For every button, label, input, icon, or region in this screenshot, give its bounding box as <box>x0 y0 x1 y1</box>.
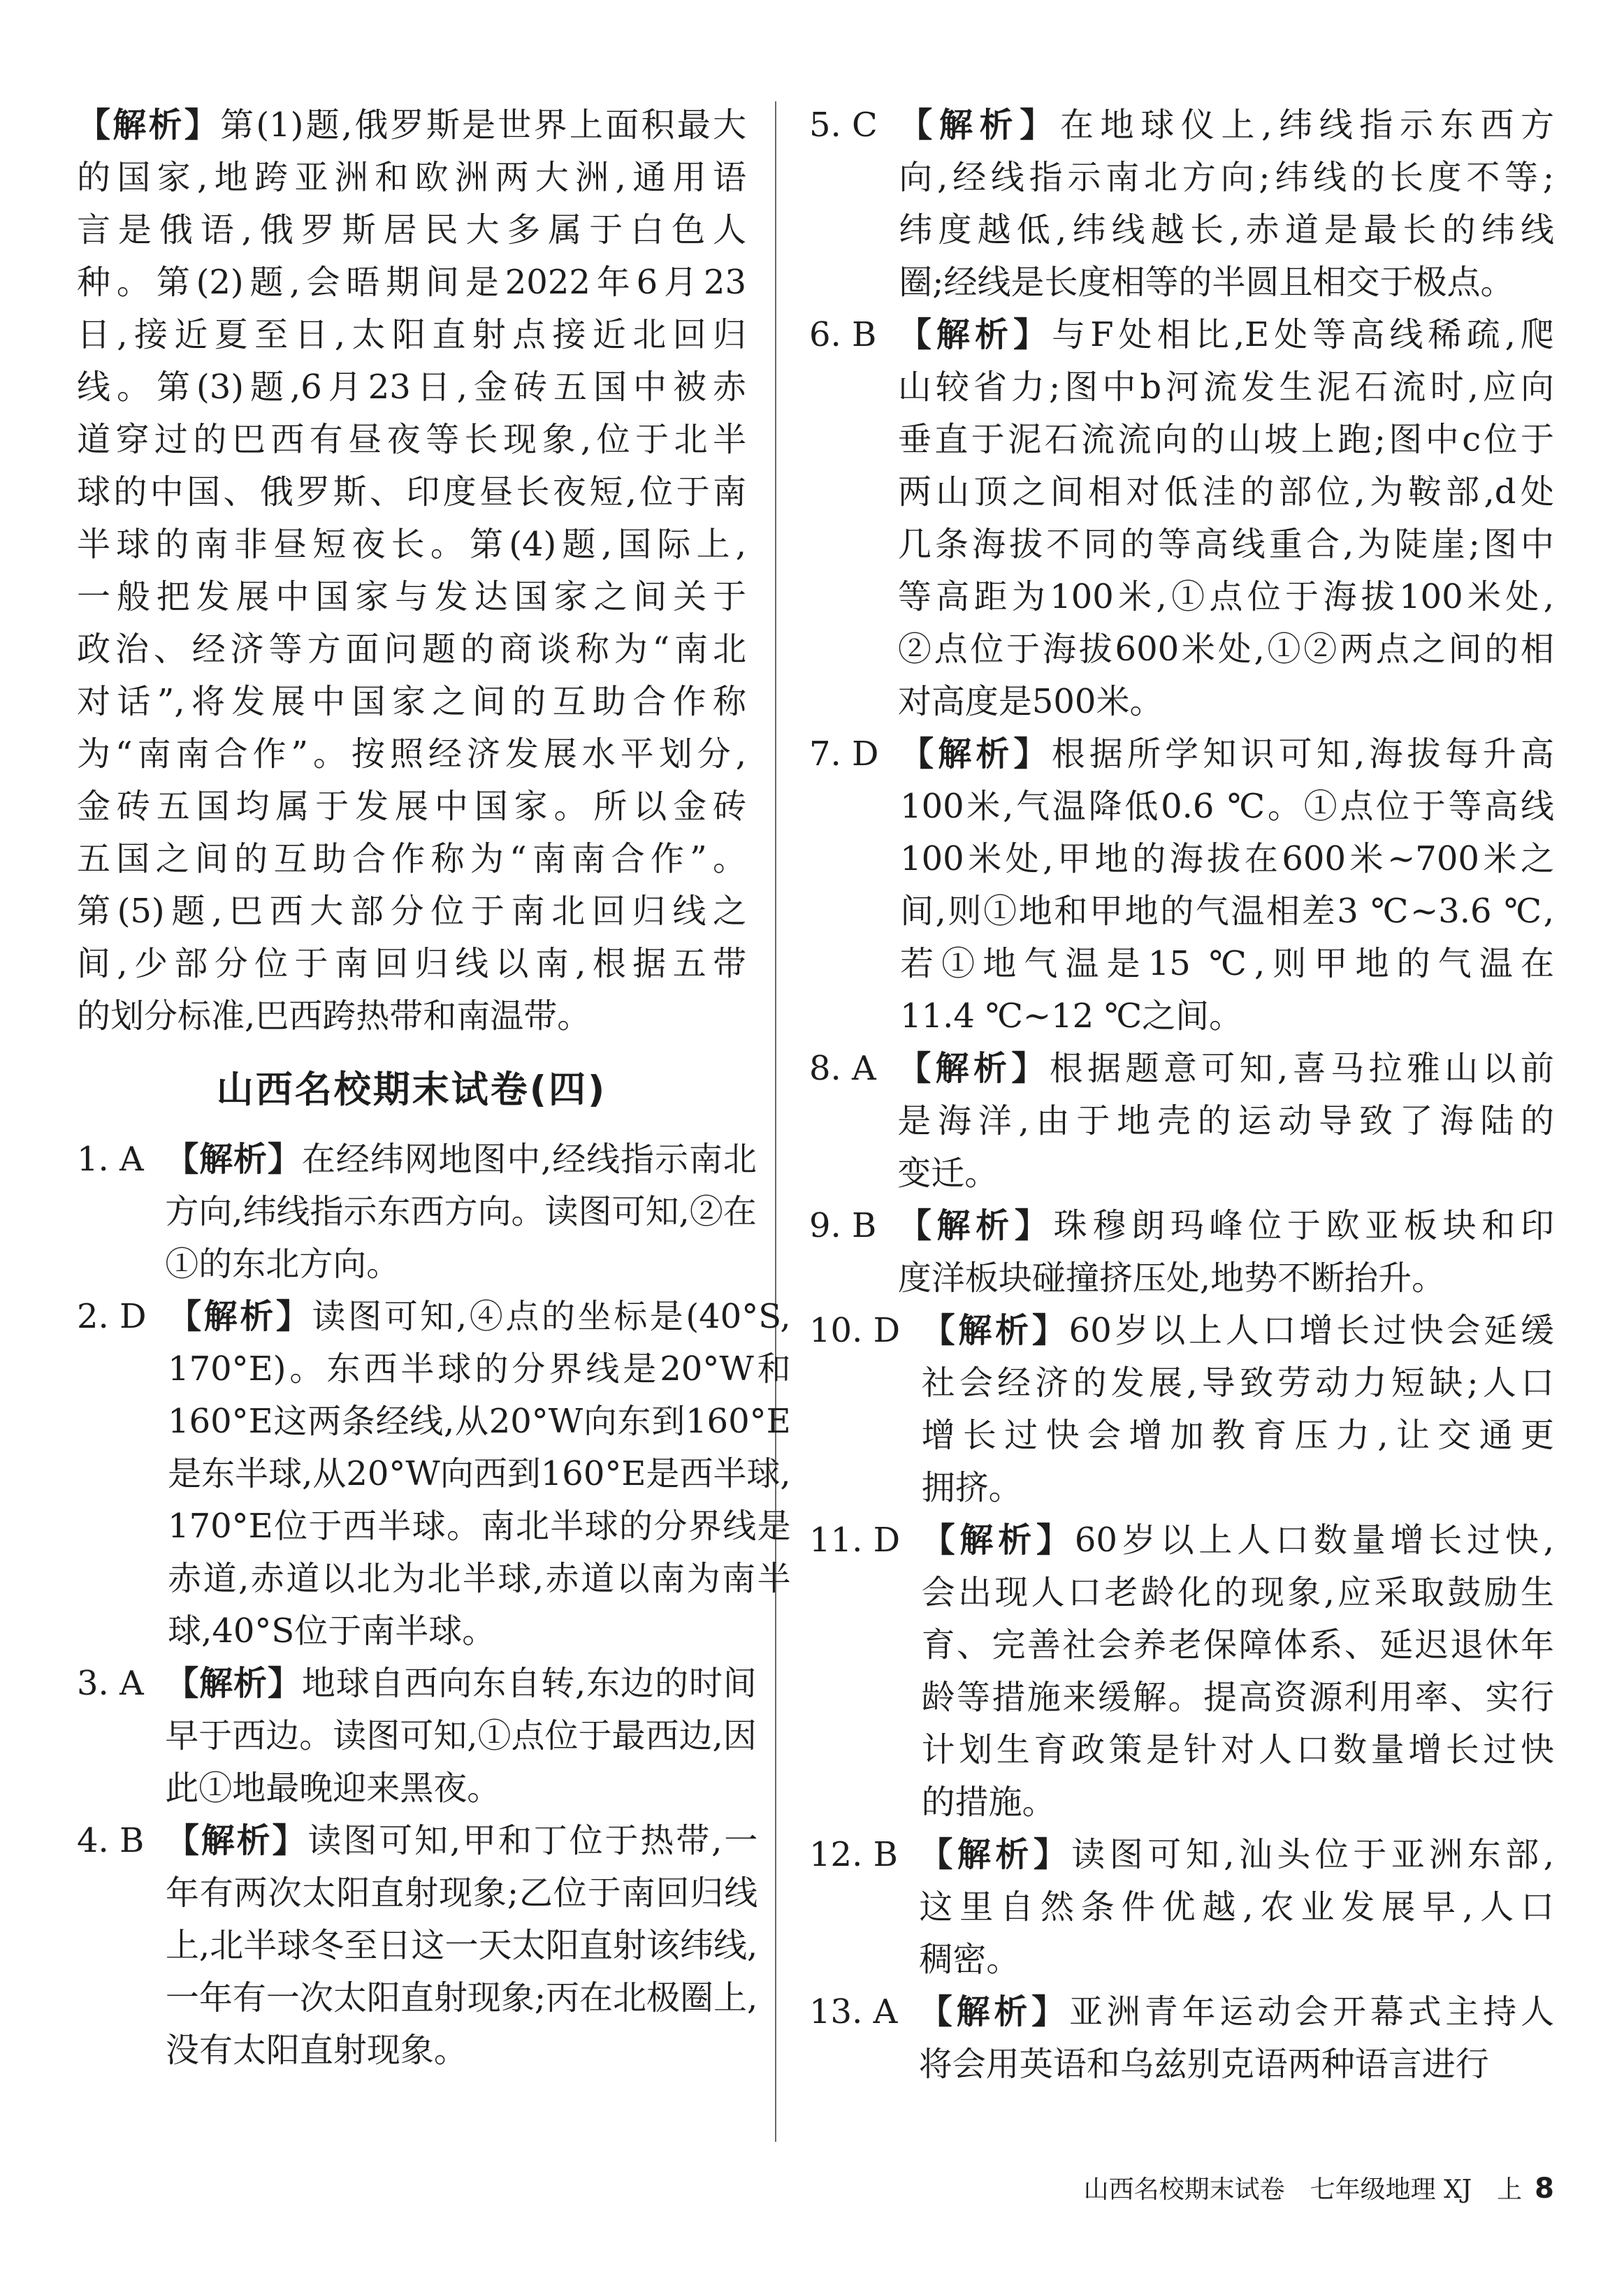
analysis-tag: 【解析】 <box>919 1835 1072 1874</box>
text-line-content: 的国家,地跨亚洲和欧洲两大洲,通用语 <box>77 158 746 197</box>
text-line-content: 拥挤。 <box>921 1468 1022 1507</box>
text-line <box>900 938 1554 990</box>
text-line-content: 160°E这两条经线,从20°W向东到160°E <box>168 1402 791 1441</box>
answer-number: 12. B <box>809 1835 920 1874</box>
text-line-content: 是海洋,由于地壳的运动导致了海陆的 <box>897 1101 1554 1140</box>
answer-explanation <box>919 1829 1554 1986</box>
text-line <box>166 1972 757 2024</box>
text-line-content: 球的中国、俄罗斯、印度昼长夜短,位于南 <box>77 472 746 512</box>
text-line <box>77 571 746 623</box>
text-line <box>922 1619 1554 1672</box>
text-line <box>165 1133 757 1186</box>
text-line-content: 读图可知,汕头位于亚洲东部, <box>1071 1835 1554 1874</box>
analysis-tag: 【解析】 <box>897 315 1052 354</box>
text-line-content: 育、完善社会养老保障体系、延迟退休年 <box>921 1625 1554 1665</box>
answer-number: 8. A <box>809 1049 898 1088</box>
text-line <box>897 1043 1554 1095</box>
text-line <box>900 781 1554 833</box>
analysis-tag: 【解析】 <box>899 106 1060 145</box>
analysis-tag: 【解析】 <box>897 1206 1054 1245</box>
text-line-content: 社会经济的发展,导致劳动力短缺;人口 <box>921 1363 1554 1402</box>
answer-number: 11. D <box>809 1521 922 1560</box>
answer-number: 7. D <box>809 734 901 774</box>
answer-number: 3. A <box>77 1664 166 1703</box>
answer-item <box>809 1305 1554 1514</box>
answer-explanation <box>898 309 1554 728</box>
text-line <box>77 361 746 414</box>
text-line-content: 种。第(2)题,会晤期间是2022年6月23 <box>77 263 746 302</box>
text-line-content: 年有两次太阳直射现象;乙位于南回归线 <box>165 1873 758 1913</box>
text-line <box>922 1357 1554 1409</box>
answer-explanation <box>898 1200 1554 1305</box>
text-line-content: 变迁。 <box>897 1154 999 1193</box>
text-line <box>77 99 746 152</box>
text-line-content: 11.4 ℃~12 ℃之间。 <box>900 996 1243 1036</box>
text-line <box>922 1514 1554 1567</box>
text-line <box>900 728 1554 781</box>
text-line-content: 第(5)题,巴西大部分位于南北回归线之 <box>77 892 746 931</box>
text-line-content: 100米,气温降低0.6 ℃。①点位于等高线 <box>900 787 1554 826</box>
text-line-content: 球,40°S位于南半球。 <box>168 1611 496 1651</box>
text-line <box>897 1095 1554 1147</box>
answer-explanation <box>900 728 1554 1043</box>
text-line-content: 若①地气温是15 ℃,则甲地的气温在 <box>900 944 1554 983</box>
text-line <box>168 1553 791 1605</box>
answer-number: 13. A <box>809 1992 919 2031</box>
text-line-content: 一年有一次太阳直射现象;丙在北极圈上, <box>165 1978 758 2017</box>
text-line <box>898 361 1554 414</box>
text-line <box>166 1920 757 1972</box>
text-line-content: 道穿过的巴西有昼夜等长现象,位于北半 <box>77 420 746 459</box>
answer-item <box>809 309 1554 728</box>
text-line <box>919 1986 1554 2038</box>
text-line-content: 间,少部分位于南回归线以南,根据五带 <box>77 944 746 983</box>
text-line-content: 对话”,将发展中国家之间的互助合作称 <box>77 682 746 721</box>
text-line <box>166 1867 757 1920</box>
text-line-content: 言是俄语,俄罗斯居民大多属于白色人 <box>77 210 746 249</box>
answer-item <box>809 1043 1554 1200</box>
text-line <box>898 1252 1554 1305</box>
text-line-content: 稠密。 <box>919 1940 1020 1979</box>
text-line-content: 半球的南非昼短夜长。第(4)题,国际上, <box>77 525 746 564</box>
text-line <box>168 1500 791 1553</box>
text-line <box>77 885 746 938</box>
text-line <box>922 1724 1554 1776</box>
column-divider <box>775 101 776 2142</box>
text-line <box>165 1238 757 1291</box>
text-line-content: 线。第(3)题,6月23日,金砖五国中被赤 <box>77 368 746 407</box>
text-line-content: 在经纬网地图中,经线指示南北 <box>301 1140 757 1179</box>
text-line-content: 的划分标准,巴西跨热带和南温带。 <box>77 996 591 1036</box>
answer-number: 10. D <box>809 1311 922 1350</box>
analysis-tag: 【解析】 <box>921 1521 1075 1560</box>
answer-item <box>809 1200 1554 1305</box>
left-answer-list <box>77 1133 791 2077</box>
answer-item <box>809 1829 1554 1986</box>
section-title: 山西名校期末试卷(四) <box>216 1068 607 1111</box>
text-line <box>898 309 1554 361</box>
answer-explanation <box>922 1514 1554 1829</box>
answer-item <box>809 1514 1554 1829</box>
text-line-content: 没有太阳直射现象。 <box>165 2031 467 2070</box>
text-line <box>899 99 1554 152</box>
text-line-content: 赤道,赤道以北为北半球,赤道以南为南半 <box>168 1559 791 1598</box>
text-line <box>168 1343 791 1396</box>
text-line <box>77 256 746 309</box>
text-line <box>77 676 746 728</box>
text-line <box>919 1881 1554 1934</box>
text-line-content: 间,则①地和甲地的气温相差3 ℃~3.6 ℃, <box>900 892 1554 931</box>
text-line <box>168 1291 791 1343</box>
text-line-content: 100米处,甲地的海拔在600米~700米之 <box>900 839 1554 878</box>
text-line-content: 等高距为100米,①点位于海拔100米处, <box>897 577 1554 616</box>
text-line <box>898 414 1554 466</box>
text-line <box>898 623 1554 676</box>
answer-number: 5. C <box>809 106 899 145</box>
answer-item <box>77 1815 758 2077</box>
text-line <box>900 833 1554 885</box>
text-line <box>77 938 746 990</box>
text-line <box>77 204 746 256</box>
answer-item <box>77 1133 757 1291</box>
footer-text: 山西名校期末试卷 七年级地理 XJ 上 <box>1083 2175 1523 2204</box>
text-line <box>168 1605 791 1658</box>
text-line-content: 这里自然条件优越,农业发展早,人口 <box>919 1887 1554 1927</box>
text-line-content: 几条海拔不同的等高线重合,为陡崖;图中 <box>897 525 1554 564</box>
analysis-tag: 【解析】 <box>165 1664 302 1703</box>
text-line <box>899 256 1554 309</box>
text-line-content: 五国之间的互助合作称为“南南合作”。 <box>77 839 746 878</box>
text-line-content: 上,北半球冬至日这一天太阳直射该纬线, <box>165 1926 758 1965</box>
text-line <box>919 1934 1554 1986</box>
text-line <box>898 571 1554 623</box>
text-line <box>922 1567 1554 1619</box>
text-line <box>166 1815 757 1867</box>
text-line <box>899 152 1554 204</box>
text-line-content: 度洋板块碰撞挤压处,地势不断抬升。 <box>897 1259 1446 1298</box>
text-line <box>922 1409 1554 1462</box>
answer-explanation <box>922 1305 1554 1514</box>
text-line-content: 金砖五国均属于发展中国家。所以金砖 <box>77 787 746 826</box>
text-line <box>166 2024 757 2077</box>
text-line <box>168 1396 791 1448</box>
page-number: 8 <box>1535 2173 1554 2205</box>
left-column <box>77 99 791 2077</box>
text-line-content: 根据所学知识可知,海拔每升高 <box>1051 734 1554 774</box>
text-line-content: 60岁以上人口数量增长过快, <box>1074 1521 1554 1560</box>
answer-explanation <box>897 1043 1554 1200</box>
text-line-content: 此①地最晚迎来黑夜。 <box>165 1769 501 1808</box>
text-line <box>77 833 746 885</box>
text-line <box>922 1462 1554 1514</box>
text-line-content: ①的东北方向。 <box>165 1245 400 1284</box>
text-line-content: ②点位于海拔600米处,①②两点之间的相 <box>897 630 1554 669</box>
text-line <box>77 623 746 676</box>
text-line-content: 纬度越低,纬线越长,赤道是最长的纬线 <box>899 210 1554 249</box>
answer-explanation <box>919 1986 1554 2091</box>
text-line-content: 珠穆朗玛峰位于欧亚板块和印 <box>1053 1206 1554 1245</box>
answer-explanation <box>168 1291 791 1658</box>
text-line-content: 与F处相比,E处等高线稀疏,爬 <box>1052 315 1554 354</box>
text-line <box>919 2038 1554 2091</box>
text-line <box>898 1200 1554 1252</box>
analysis-tag: 【解析】 <box>168 1297 312 1336</box>
answer-item <box>809 728 1554 1043</box>
text-line <box>165 1658 757 1710</box>
text-line-content: 两山顶之间相对低洼的部位,为鞍部,d处 <box>897 472 1554 512</box>
text-line-content: 会出现人口老龄化的现象,应采取鼓励生 <box>921 1573 1554 1612</box>
text-line-content: 在地球仪上,纬线指示东西方 <box>1059 106 1554 145</box>
text-line <box>897 1147 1554 1200</box>
text-line-content: 第(1)题,俄罗斯是世界上面积最大 <box>220 106 746 145</box>
analysis-tag: 【解析】 <box>77 106 221 145</box>
text-line-content: 读图可知,甲和丁位于热带,一 <box>307 1821 758 1860</box>
text-line-content: 方向,纬线指示东西方向。读图可知,②在 <box>165 1192 757 1231</box>
answer-number: 1. A <box>77 1140 166 1179</box>
text-line-content: 读图可知,④点的坐标是(40°S, <box>312 1297 791 1336</box>
text-line <box>900 990 1554 1043</box>
text-line <box>898 466 1554 519</box>
text-line <box>168 1448 791 1500</box>
analysis-tag: 【解析】 <box>165 1140 302 1179</box>
right-column <box>809 99 1554 2091</box>
text-line-content: 地球自西向东自转,东边的时间 <box>301 1664 757 1703</box>
text-line-content: 是东半球,从20°W向西到160°E是西半球, <box>168 1454 791 1493</box>
answer-item <box>77 1291 791 1658</box>
answer-number: 6. B <box>809 315 898 354</box>
text-line <box>898 519 1554 571</box>
text-line <box>77 152 746 204</box>
answer-number: 9. B <box>809 1206 898 1245</box>
text-line-content: 为“南南合作”。按照经济发展水平划分, <box>77 734 746 774</box>
text-line <box>919 1829 1554 1881</box>
text-line-content: 政治、经济等方面问题的商谈称为“南北 <box>77 630 746 669</box>
text-line-content: 增长过快会增加教育压力,让交通更 <box>921 1416 1554 1455</box>
analysis-tag: 【解析】 <box>921 1311 1069 1350</box>
text-line-content: 早于西边。读图可知,①点位于最西边,因 <box>165 1716 757 1755</box>
analysis-tag: 【解析】 <box>900 734 1052 774</box>
text-line <box>77 519 746 571</box>
text-line-content: 计划生育政策是针对人口数量增长过快 <box>921 1730 1554 1769</box>
answer-item <box>809 99 1554 309</box>
answer-number: 4. B <box>77 1821 166 1860</box>
text-line <box>922 1776 1554 1829</box>
text-line <box>165 1762 757 1815</box>
text-line-content: 170°E位于西半球。南北半球的分界线是 <box>168 1507 791 1546</box>
text-line <box>77 781 746 833</box>
text-line-content: 垂直于泥石流流向的山坡上跑;图中c位于 <box>897 420 1554 459</box>
right-answer-list <box>809 99 1554 2091</box>
answer-explanation <box>165 1658 757 1815</box>
text-line <box>900 885 1554 938</box>
answer-explanation <box>899 99 1554 309</box>
answer-item <box>809 1986 1554 2091</box>
analysis-tag: 【解析】 <box>165 1821 308 1860</box>
text-line-content: 将会用英语和乌兹别克语两种语言进行 <box>918 2045 1489 2084</box>
text-line <box>922 1305 1554 1357</box>
text-line <box>922 1672 1554 1724</box>
text-line-content: 对高度是500米。 <box>897 682 1163 721</box>
analysis-tag: 【解析】 <box>897 1049 1050 1088</box>
answer-item <box>77 1658 757 1815</box>
answer-explanation <box>165 1133 757 1291</box>
text-line <box>899 204 1554 256</box>
text-line <box>898 676 1554 728</box>
text-line <box>165 1710 757 1762</box>
text-line-content: 60岁以上人口增长过快会延缓 <box>1068 1311 1554 1350</box>
text-line <box>77 414 746 466</box>
text-line-content: 170°E)。东西半球的分界线是20°W和 <box>168 1349 791 1389</box>
page-footer <box>1084 2170 1554 2205</box>
text-line-content: 圈;经线是长度相等的半圆且相交于极点。 <box>899 263 1514 302</box>
text-line-content: 向,经线指示南北方向;纬线的长度不等; <box>899 158 1554 197</box>
text-line-content: 亚洲青年运动会开幕式主持人 <box>1069 1992 1554 2031</box>
text-line-content: 一般把发展中国家与发达国家之间关于 <box>77 577 746 616</box>
text-line-content: 山较省力;图中b河流发生泥石流时,应向 <box>897 368 1554 407</box>
text-line <box>77 728 746 781</box>
analysis-tag: 【解析】 <box>918 1992 1070 2031</box>
intro-analysis <box>77 99 746 1043</box>
text-line <box>165 1186 757 1238</box>
answer-number: 2. D <box>77 1297 168 1336</box>
text-line-content: 的措施。 <box>921 1783 1056 1822</box>
text-line-content: 根据题意可知,喜马拉雅山以前 <box>1049 1049 1554 1088</box>
text-line <box>77 990 746 1043</box>
answer-explanation <box>166 1815 757 2077</box>
text-line-content: 日,接近夏至日,太阳直射点接近北回归 <box>77 315 746 354</box>
text-line-content: 龄等措施来缓解。提高资源利用率、实行 <box>921 1678 1554 1717</box>
text-line <box>77 309 746 361</box>
text-line <box>77 466 746 519</box>
